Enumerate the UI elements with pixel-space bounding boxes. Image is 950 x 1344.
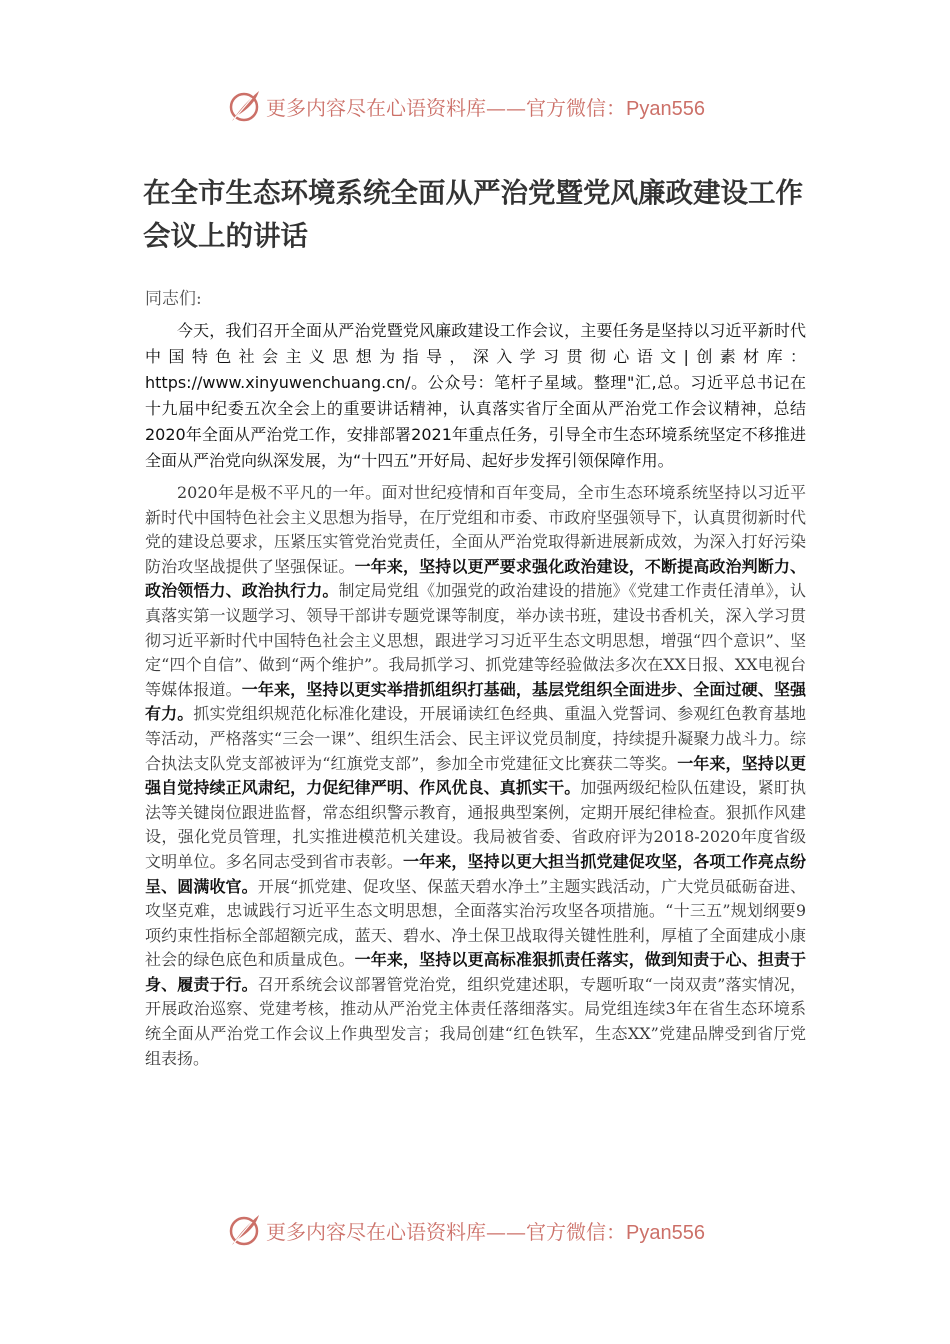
body-highlight: 一年来，坚持以更实举措抓组织打基础，基层党组织全面进步、全面过硬、坚强有力。 (145, 679, 806, 724)
body-text: 2020年是极不平凡的一年。面对世纪疫情和百年变局，全市生态环境系统坚持以习近平新时代中国特色社会主义思想为指导，在厅党组和市委、市政府坚强领导下，认真贯彻新时代党的建设总要求，压紧压实管党治党责任，全面从严治党取得新进展新成效，为深入打好污染防治攻坚战提供了坚强保证。 (145, 483, 806, 576)
body-text: 召开系统会议部署管党治党，组织党建述职，专题听取“一岗双责”落实情况，开展政治巡察、党建考核，推动从严治党主体责任落细落实。局党组连续3年在省生态环境系统全面从严治党工作会议上作典型发言；我局创建“红色铁军，生态XX”党建品牌受到省厅党组表扬。 (145, 974, 806, 1068)
banner-wechat-id: Pyan556 (626, 98, 705, 120)
banner-text (266, 92, 705, 121)
banner-main-text: 更多内容尽在心语资料库 (266, 1220, 486, 1244)
body-text: 制定局党组《加强党的政治建设的措施》《党建工作责任清单》，认真落实第一议题学习、领导干部讲专题党课等制度，举办读书班，建设书香机关，深入学习贯彻习近平新时代中国特色社会主义思想，跟进学习习近平生态文明思想，增强“四个意识”、坚定“四个自信”、做到“两个维护”。我局抓学习、抓党建等经验做法多次在XX日报、XX电视台等媒体报道。 (145, 581, 806, 699)
feather-quill-icon (226, 1212, 262, 1248)
body-paragraph (145, 481, 806, 1071)
feather-quill-icon (226, 88, 262, 124)
banner-main-text: 更多内容尽在心语资料库 (266, 96, 486, 120)
intro-paragraph: 今天，我们召开全面从严治党暨党风廉政建设工作会议，主要任务是坚持以习近平新时代中国特色社会主义思想为指导，深入学习贯彻心语文|创素材库： https://www.xinyuwenchuang.cn/。公众号：笔杆子星域。整理"汇,总。习近平总书记在十九届中纪委五次全会上的重要讲话精神，认真落实省厅全面从严治党工作会议精神，总结2020年全面从严治党工作，安排部署2021年重点任务，引导全市生态环境系统坚定不移推进全面从严治党向纵深发展，为“十四五”开好局、起好步发挥引领保障作用。 (145, 321, 806, 470)
body-text: 抓实党组织规范化标准化建设，开展诵读红色经典、重温入党誓词、参观红色教育基地等活动，严格落实“三会一课”、组织生活会、民主评议党员制度，持续提升凝聚力战斗力。综合执法支队党支部被评为“红旗党支部”，参加全市党建征文比赛获二等奖。 (145, 704, 806, 773)
body-text: 加强两级纪检队伍建设，紧盯执法等关键岗位跟进监督，常态组织警示教育，通报典型案例，定期开展纪律检查。狠抓作风建设，强化党员管理，扎实推进模范机关建设。我局被省委、省政府评为2018-2020年度省级文明单位。多名同志受到省市表彰。 (145, 778, 806, 871)
banner-separator: —— (486, 96, 526, 120)
banner-wechat-label: 官方微信： (526, 1220, 626, 1244)
body-highlight: 一年来，坚持以更高标准狠抓责任落实，做到知责于心、担责于身、履责于行。 (145, 950, 806, 994)
banner-wechat-id: Pyan556 (626, 1222, 705, 1244)
banner-text (266, 1216, 705, 1245)
banner-separator: —— (486, 1220, 526, 1244)
salutation: 同志们: (145, 289, 202, 309)
body-highlight: 一年来，坚持以更大担当抓党建促攻坚，各项工作亮点纷呈、圆满收官。 (145, 851, 806, 896)
body-highlight: 一年来，坚持以更强自觉持续正风肃纪，力促纪律严明、作风优良、真抓实干。 (145, 753, 806, 798)
banner-wechat-label: 官方微信： (526, 96, 626, 120)
header-banner[interactable] (0, 86, 950, 126)
document-title: 在全市生态环境系统全面从严治党暨党风廉政建设工作会议上的讲话 (143, 177, 803, 252)
body-highlight: 一年来，坚持以更严要求强化政治建设，不断提高政治判断力、政治领悟力、政治执行力。 (145, 556, 806, 601)
body-text: 开展“抓党建、促攻坚、保蓝天碧水净土”主题实践活动，广大党员砥砺奋进、攻坚克难，忠诚践行习近平生态文明思想，全面落实治污攻坚各项措施。“十三五”规划纲要9项约束性指标全部超额完成，蓝天、碧水、净土保卫战取得关键性胜利，厚植了全面建成小康社会的绿色底色和质量成色。 (145, 876, 806, 970)
footer-banner[interactable] (0, 1210, 950, 1250)
